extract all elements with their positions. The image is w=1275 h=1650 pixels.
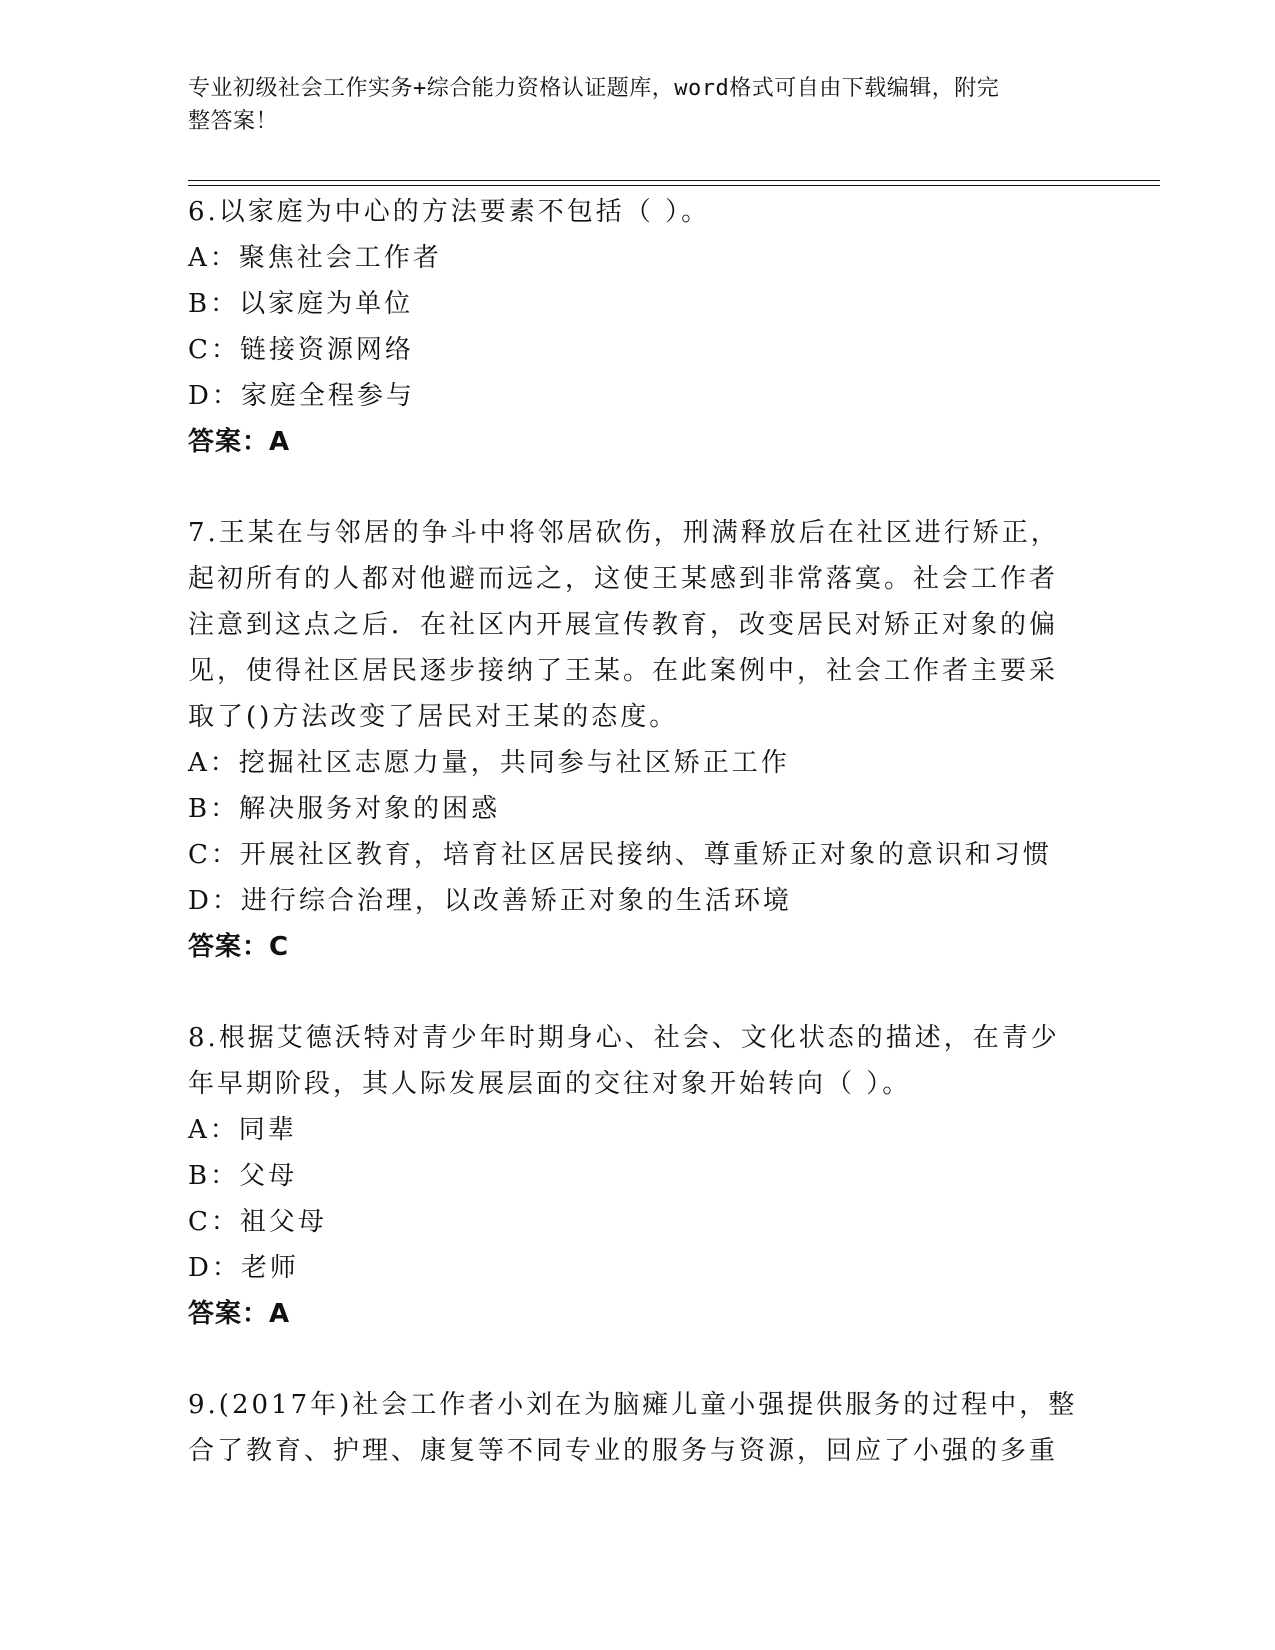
header-divider	[188, 180, 1160, 181]
option-a: A：聚焦社会工作者	[188, 243, 442, 273]
question-list	[188, 189, 1088, 1474]
question-7	[188, 510, 1088, 970]
option-d: D：进行综合治理，以改善矫正对象的生活环境	[188, 886, 792, 916]
question-stem: 6.以家庭为中心的方法要素不包括（ ）。	[188, 197, 711, 227]
header-divider	[188, 185, 1160, 186]
option-b: B：以家庭为单位	[188, 289, 414, 319]
answer: 答案：A	[188, 1299, 291, 1329]
header-line: 专业初级社会工作实务+综合能力资格认证题库，word格式可自由下载编辑，附完	[188, 76, 1000, 101]
option-d: D：家庭全程参与	[188, 381, 415, 411]
option-c: C：开展社区教育，培育社区居民接纳、尊重矫正对象的意识和习惯	[188, 840, 1052, 870]
option-a: A：同辈	[188, 1115, 297, 1145]
option-a: A：挖掘社区志愿力量，共同参与社区矫正工作	[188, 748, 790, 778]
option-c: C：链接资源网络	[188, 335, 414, 365]
question-stem: 8.根据艾德沃特对青少年时期身心、社会、文化状态的描述，在青少	[188, 1023, 1060, 1053]
question-stem: 7.王某在与邻居的争斗中将邻居砍伤，刑满释放后在社区进行矫正，	[188, 518, 1060, 548]
answer: 答案：A	[188, 427, 291, 457]
question-stem: 起初所有的人都对他避而远之，这使王某感到非常落寞。社会工作者	[188, 564, 1059, 594]
document-header	[188, 72, 1088, 138]
answer: 答案：C	[188, 932, 290, 962]
question-6	[188, 189, 1088, 465]
question-stem: 合了教育、护理、康复等不同专业的服务与资源，回应了小强的多重	[188, 1436, 1059, 1466]
question-9	[188, 1382, 1088, 1474]
option-c: C：祖父母	[188, 1207, 327, 1237]
option-b: B：解决服务对象的困惑	[188, 794, 501, 824]
header-line: 整答案！	[188, 109, 279, 134]
question-stem: 9.(2017年)社会工作者小刘在为脑瘫儿童小强提供服务的过程中，整	[188, 1390, 1078, 1420]
question-stem: 注意到这点之后．在社区内开展宣传教育，改变居民对矫正对象的偏	[188, 610, 1059, 640]
question-stem: 年早期阶段，其人际发展层面的交往对象开始转向（ ）。	[188, 1069, 912, 1099]
option-b: B：父母	[188, 1161, 298, 1191]
question-stem: 见，使得社区居民逐步接纳了王某。在此案例中，社会工作者主要采	[188, 656, 1059, 686]
option-d: D：老师	[188, 1253, 299, 1283]
question-8	[188, 1015, 1088, 1337]
question-stem: 取了()方法改变了居民对王某的态度。	[188, 702, 679, 732]
